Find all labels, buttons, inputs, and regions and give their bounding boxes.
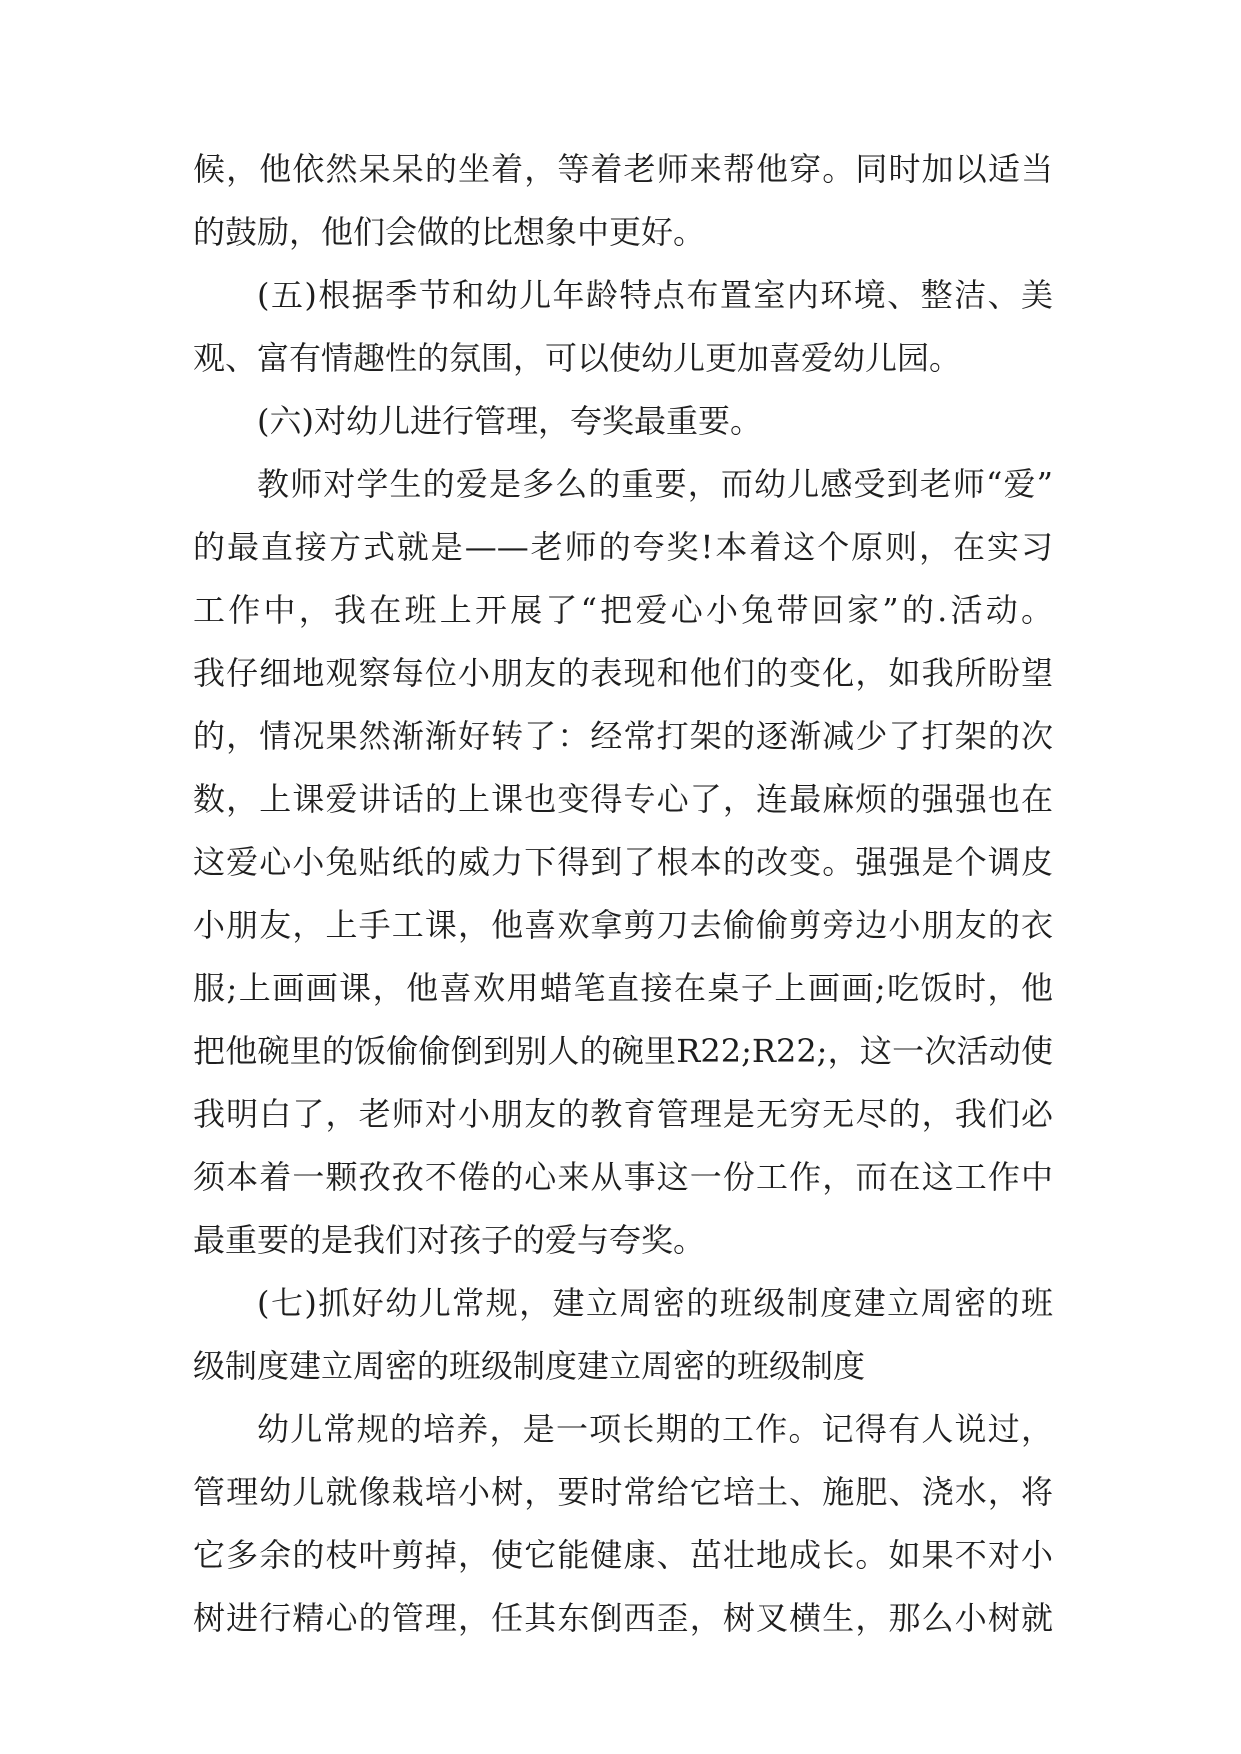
text-line: 的鼓励，他们会做的比想象中更好。 — [193, 213, 706, 251]
text-line: 须本着一颗孜孜不倦的心来从事这一份工作，而在这工作中 — [193, 1158, 1053, 1196]
text-line: 管理幼儿就像栽培小树，要时常给它培土、施肥、浇水，将 — [193, 1473, 1053, 1511]
section-heading-6: (六)对幼儿进行管理，夸奖最重要。 — [257, 402, 762, 440]
text-line: 级制度建立周密的班级制度建立周密的班级制度 — [193, 1347, 866, 1385]
text-line: 工作中，我在班上开展了“把爱心小兔带回家”的.活动。 — [193, 591, 1053, 629]
text-line: 教师对学生的爱是多么的重要，而幼儿感受到老师“爱” — [257, 465, 1053, 503]
text-line: 这爱心小兔贴纸的威力下得到了根本的改变。强强是个调皮 — [193, 843, 1053, 881]
text-line: 最重要的是我们对孩子的爱与夸奖。 — [193, 1221, 706, 1259]
text-line: 的最直接方式就是——老师的夸奖!本着这个原则，在实习 — [193, 528, 1053, 566]
text-line: 观、富有情趣性的氛围，可以使幼儿更加喜爱幼儿园。 — [193, 339, 962, 377]
text-line: 的，情况果然渐渐好转了：经常打架的逐渐减少了打架的次 — [193, 717, 1053, 755]
section-heading-7: (七)抓好幼儿常规，建立周密的班级制度建立周密的班 — [257, 1284, 1053, 1322]
text-line: 幼儿常规的培养，是一项长期的工作。记得有人说过， — [257, 1410, 1053, 1448]
text-line: 把他碗里的饭偷偷倒到别人的碗里R22;R22;，这一次活动使 — [193, 1032, 1053, 1070]
text-line: 我仔细地观察每位小朋友的表现和他们的变化，如我所盼望 — [193, 654, 1053, 692]
text-line: 它多余的枝叶剪掉，使它能健康、茁壮地成长。如果不对小 — [193, 1536, 1053, 1574]
text-line: 树进行精心的管理，任其东倒西歪，树叉横生，那么小树就 — [193, 1599, 1053, 1637]
text-line: 我明白了，老师对小朋友的教育管理是无穷无尽的，我们必 — [193, 1095, 1053, 1133]
text-line: 服;上画画课，他喜欢用蜡笔直接在桌子上画画;吃饭时，他 — [193, 969, 1053, 1007]
text-line: 小朋友，上手工课，他喜欢拿剪刀去偷偷剪旁边小朋友的衣 — [193, 906, 1053, 944]
text-line: 候，他依然呆呆的坐着，等着老师来帮他穿。同时加以适当 — [193, 150, 1053, 188]
section-heading-5: (五)根据季节和幼儿年龄特点布置室内环境、整洁、美 — [257, 276, 1053, 314]
text-line: 数，上课爱讲话的上课也变得专心了，连最麻烦的强强也在 — [193, 780, 1053, 818]
